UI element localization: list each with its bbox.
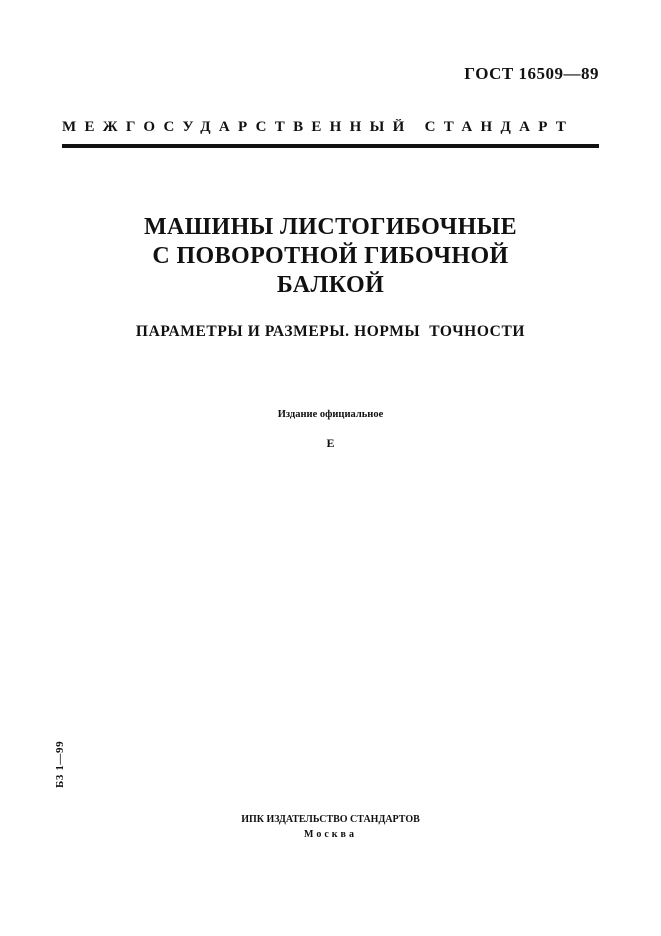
title-line-3: БАЛКОЙ xyxy=(276,272,385,298)
publisher-name: ИПК ИЗДАТЕЛЬСТВО СТАНДАРТОВ xyxy=(241,814,420,825)
edition-mark: Е xyxy=(326,436,335,450)
standard-type-heading: МЕЖГОСУДАРСТВЕННЫЙ СТАНДАРТ xyxy=(62,119,575,135)
document-title xyxy=(62,213,599,300)
document-subtitle: ПАРАМЕТРЫ И РАЗМЕРЫ. НОРМЫ ТОЧНОСТИ xyxy=(135,323,526,340)
edition-label: Издание официальное xyxy=(277,409,384,420)
title-line-1: МАШИНЫ ЛИСТОГИБОЧНЫЕ xyxy=(143,214,518,240)
gost-number: ГОСТ 16509—89 xyxy=(464,64,599,83)
side-code: Б3 1—99 xyxy=(54,740,66,788)
title-line-2: С ПОВОРОТНОЙ ГИБОЧНОЙ xyxy=(152,243,509,269)
publisher-block xyxy=(62,812,599,842)
publisher-city: Москва xyxy=(304,829,357,840)
header-rule xyxy=(62,144,599,148)
